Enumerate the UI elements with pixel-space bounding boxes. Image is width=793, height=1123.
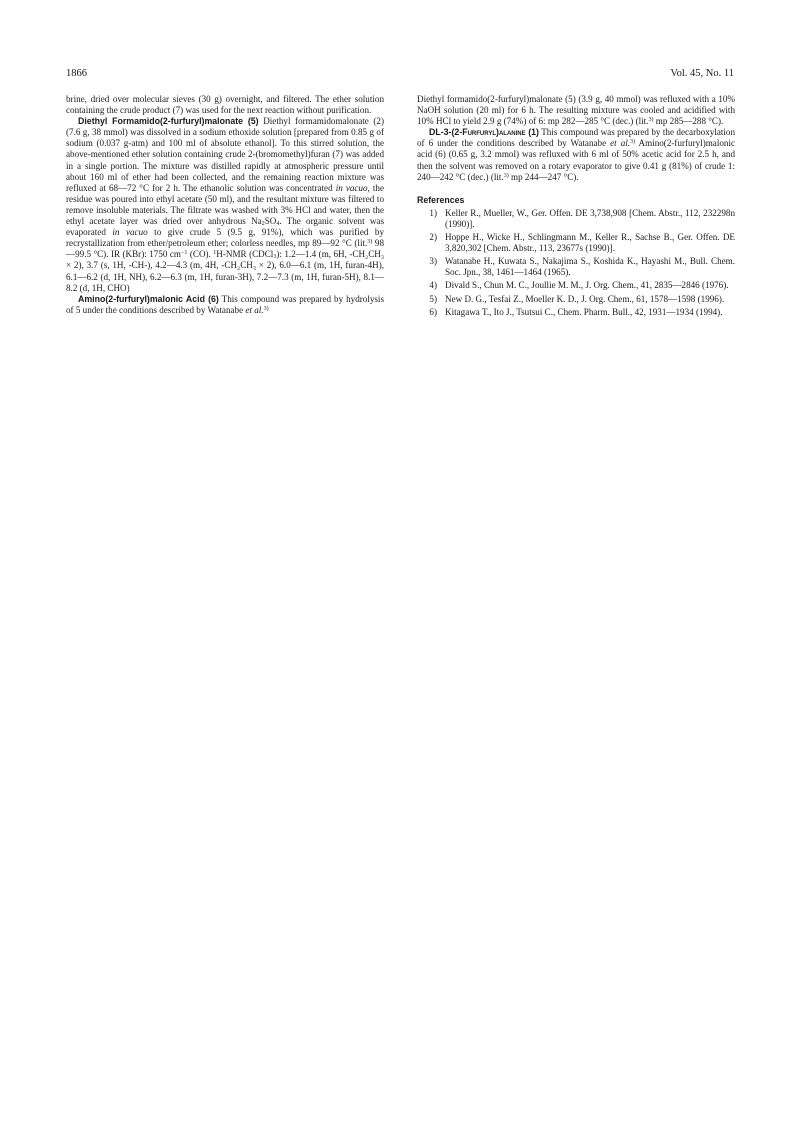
section-heading-compound-1: DL-3-(2-Furfuryl)alanine (1) [429, 127, 539, 138]
section-heading-compound-6: Amino(2-furfuryl)malonic Acid (6) [78, 293, 219, 304]
page-header [66, 68, 734, 82]
paragraph-compound-5: Diethyl Formamido(2-furfuryl)malonate (5) Diethyl formamidomalonate (2) (7.6 g, 38 mmol) was dissolved in a sodium ethoxide solution [prepared from 0.85 g of sodium (0.037 g-atm) and 100 ml of absolute ethanol]. To this stirred solution, the above-mentioned ether solution containing crude 2-(bromomethyl)furan (7) was added in a single portion. The mixture was distilled rapidly at atmospheric pressure until about 160 ml of ether had been collected, and the remaining reaction mixture was refluxed at 68—72 °C for 2 h. The ethanolic solution was concentrated in vacuo, the residue was poured into ethyl acetate (50 ml), and the resultant mixture was filtered to remove insoluble materials. The filtrate was washed with 3% HCl and water, then the ethyl acetate layer was dried over anhydrous $Na_2SO_4$. The organic solvent was evaporated in vacuo to give crude 5 (9.5 g, 91%), which was purified by recrystallization from ether/petroleum ether; colorless needles, mp 89—92 °C (lit.$^{3)}$ 98—99.5 °C). IR (KBr): 1750 $cm^{-1}$ (CO). $^1$H-NMR (CDCl$_3$): 1.2—1.4 (m, 6H, -CH₂CH₃ × 2), 3.7 (s, 1H, -CH-), 4.2—4.3 (m, 4H, -CH₂CH₃ × 2), 6.0—6.1 (m, 1H, furan-4H), 6.1—6.2 (d, 1H, NH), 6.2—6.3 (m, 1H, furan-3H), 7.2—7.3 (m, 1H, furan-5H), 8.1—8.2 (d, 1H, CHO) [66, 116, 384, 293]
paragraph-continuation-right: Diethyl formamido(2-furfuryl)malonate (5) (3.9 g, 40 mmol) was refluxed with a 10% NaOH solution (20 ml) for 6 h. The resulting mixture was cooled and acidified with 10% HCl to yield 2.9 g (74%) of 6: mp 282—285 °C (dec.) (lit.$^{3)}$ mp 285—288 °C). [417, 94, 735, 127]
reference-item: 3) Watanabe H., Kuwata S., Nakajima S., Koshida K., Hayashi M., Bull. Chem. Soc. Jpn., 38, 1461—1464 (1965). [429, 256, 735, 278]
reference-item: 6) Kitagawa T., Ito J., Tsutsui C., Chem. Pharm. Bull., 42, 1931—1934 (1994). [429, 306, 723, 317]
paragraph-compound-6: Amino(2-furfuryl)malonic Acid (6) This compound was prepared by hydrolysis of 5 under the conditions described by Watanabe et al.$^{3)}$ [66, 293, 384, 315]
reference-item: 1) Keller R., Mueller, W., Ger. Offen. DE 3,738,908 [Chem. Abstr., 112, 232298n (1990)]. [429, 207, 735, 229]
references-heading: References [417, 194, 465, 205]
page-number: 1866 [66, 68, 87, 79]
references-list [417, 208, 735, 318]
volume-issue: Vol. 45, No. 11 [670, 68, 734, 79]
paragraph-continuation: brine, dried over molecular sieves (30 g) overnight, and filtered. The ether solution containing the crude product (7) was used for the next reaction without purification. [66, 94, 384, 116]
reference-item: 5) New D. G., Tesfai Z., Moeller K. D., J. Org. Chem., 61, 1578—1598 (1996). [429, 293, 725, 304]
right-column [417, 94, 735, 320]
reference-item: 2) Hoppe H., Wicke H., Schlingmann M., Keller R., Sachse B., Ger. Offen. DE 3,820,302 [Chem. Abstr., 113, 23677s (1990)]. [429, 232, 735, 254]
left-column [66, 94, 384, 316]
reference-item: 4) Divald S., Chun M. C., Joullie M. M., J. Org. Chem., 41, 2835—2846 (1976). [429, 280, 729, 291]
section-heading-compound-5: Diethyl Formamido(2-furfuryl)malonate (5) [78, 116, 259, 127]
paragraph-compound-1: DL-3-(2-Furfuryl)alanine (1) This compound was prepared by the decarboxylation of 6 under the conditions described by Watanabe et al.$^{3)}$ Amino(2-furfuryl)malonic acid (6) (0.65 g, 3.2 mmol) was refluxed with 6 ml of 50% acetic acid for 2.5 h, and then the solvent was removed on a rotary evaporator to give 0.41 g (81%) of crude 1: 240—242 °C (dec.) (lit.$^{3)}$ mp 244—247 °C). [417, 127, 736, 182]
